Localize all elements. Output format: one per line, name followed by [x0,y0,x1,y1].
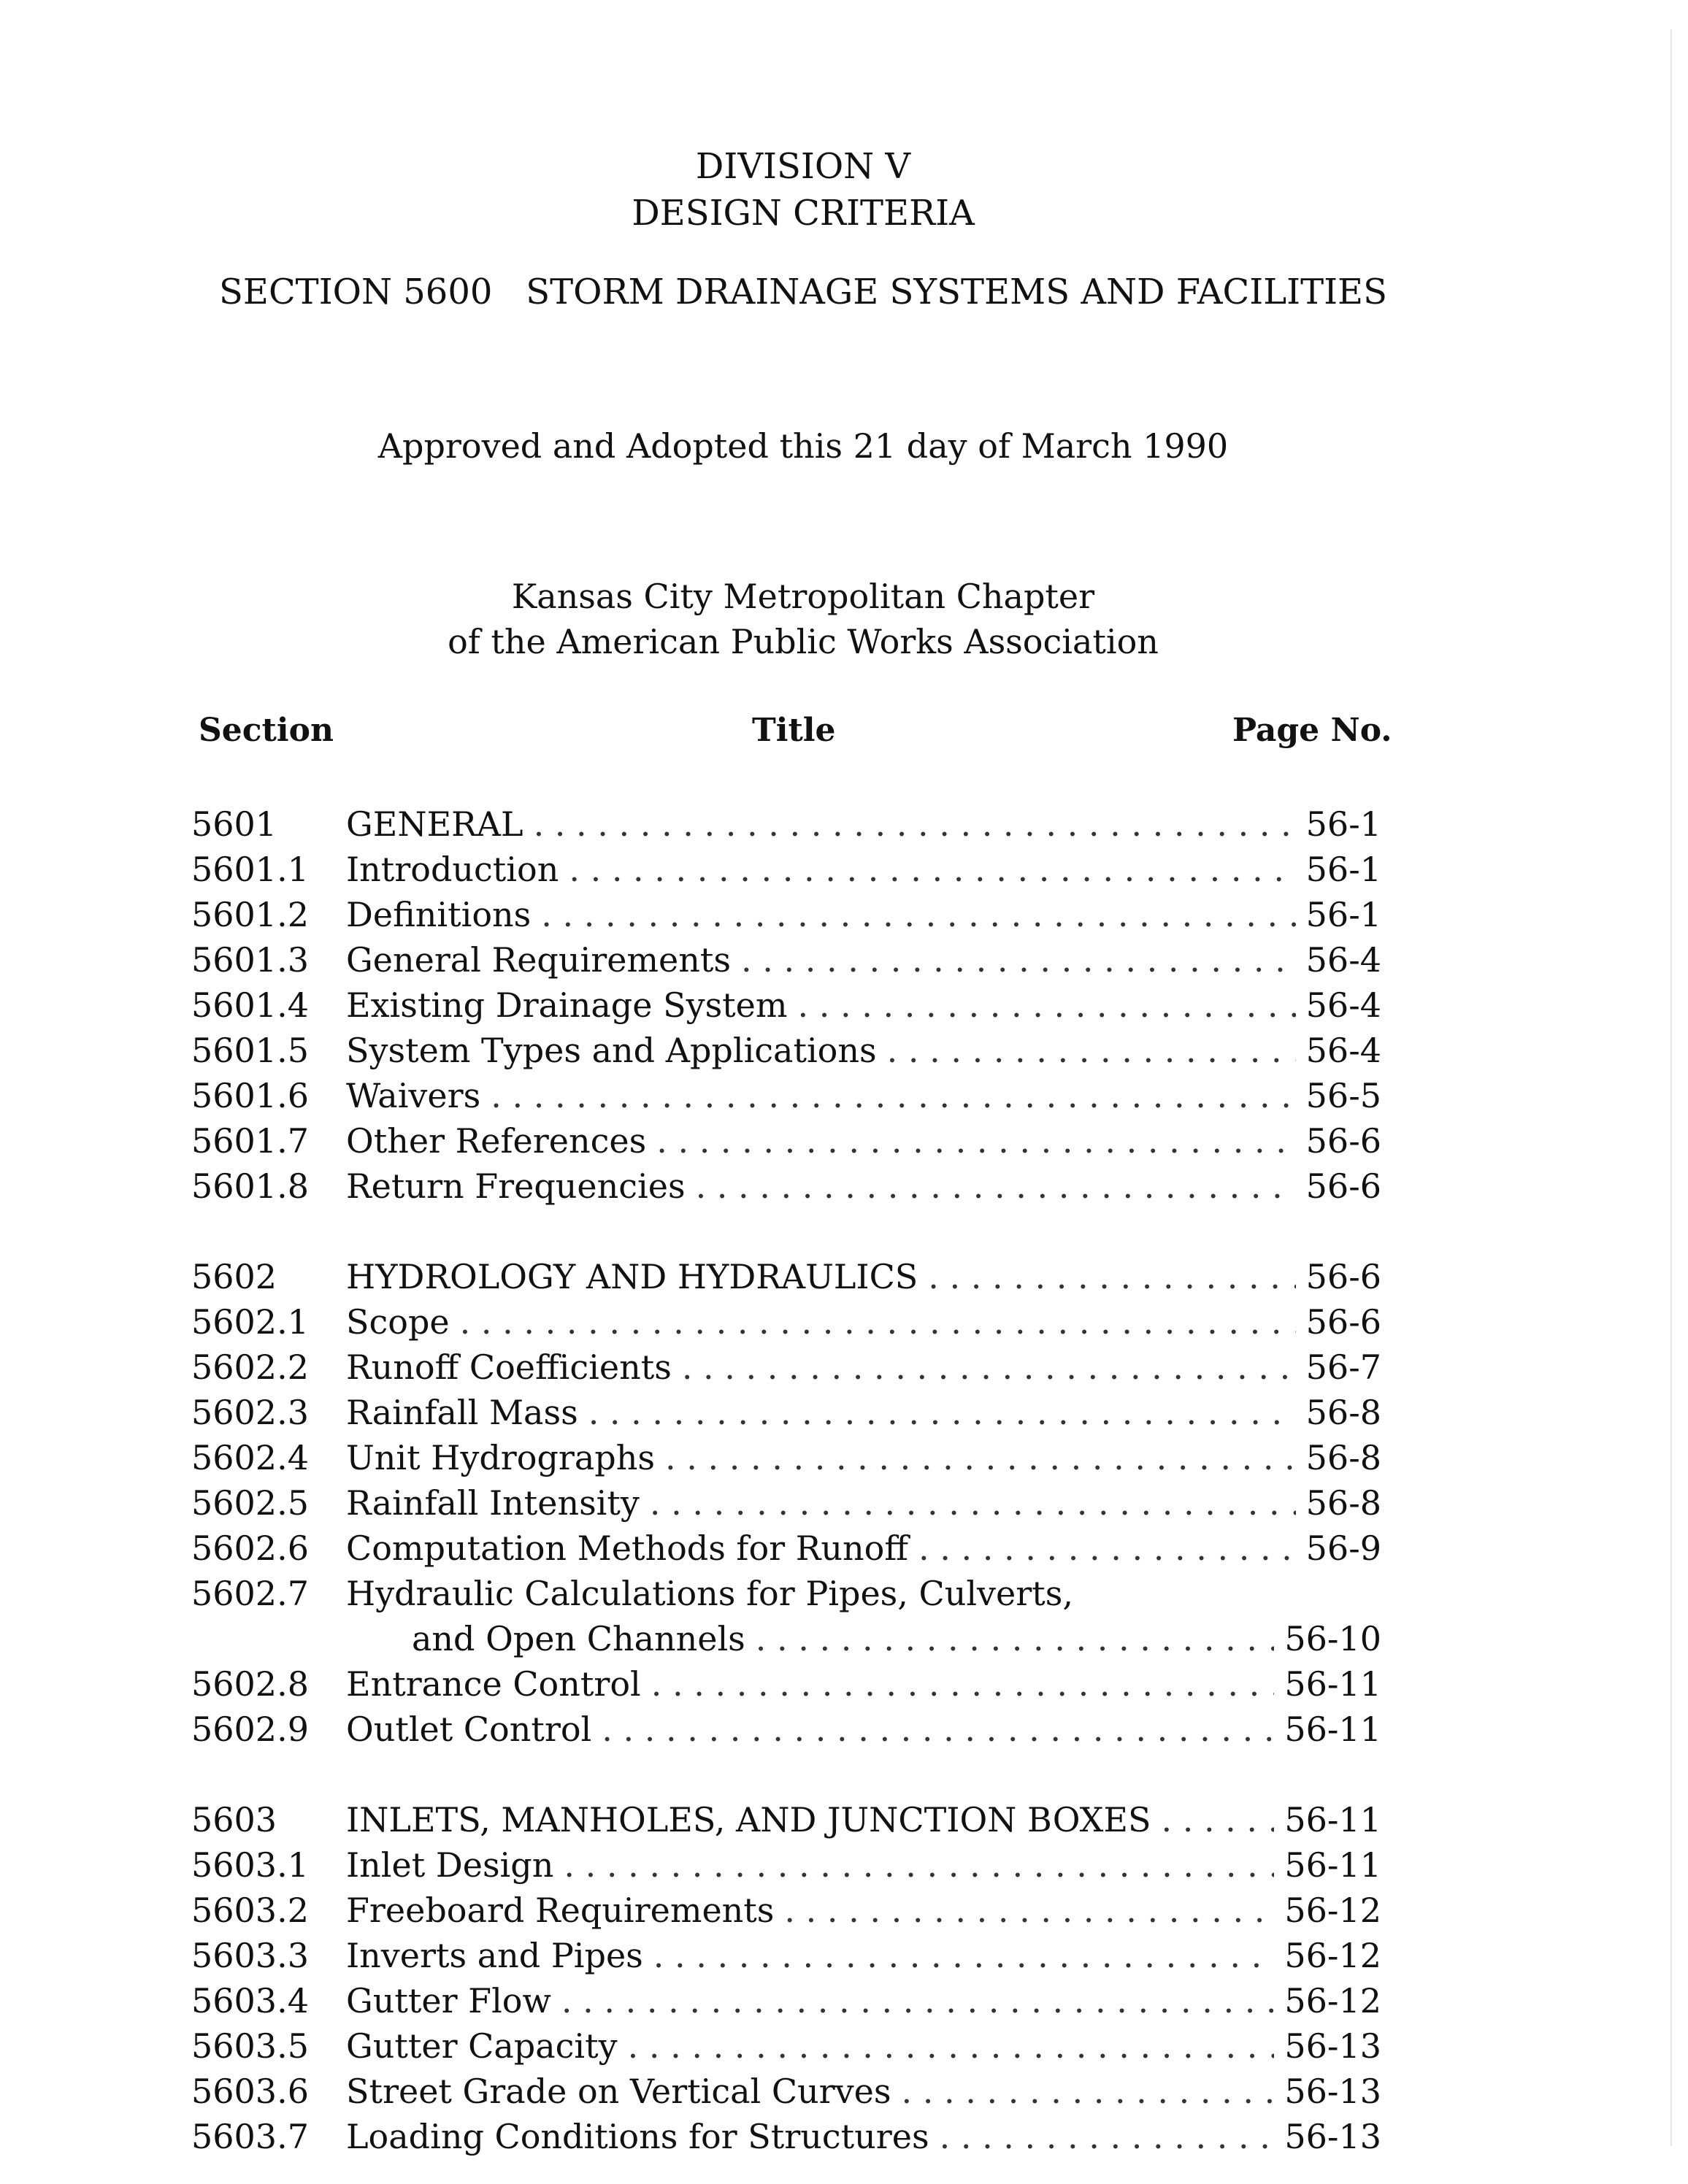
dot-leader [902,2069,1275,2114]
page-number: 56-4 [1305,940,1381,980]
page-number: 56-13 [1284,2072,1381,2111]
group-spacer [191,1752,1381,1797]
organization-line-1: Kansas City Metropolitan Chapter [511,577,1095,616]
section-title: SECTION 5600 STORM DRAINAGE SYSTEMS AND FACILITIES [219,272,1387,312]
toc-entry [191,2069,1381,2114]
entry-title: Outlet Control [346,1710,592,1749]
entry-title: Scope [346,1302,450,1342]
entry-title: General Requirements [346,940,731,980]
page-number: 56-7 [1305,1347,1381,1387]
page-number: 56-1 [1305,895,1381,934]
page-number: 56-11 [1284,1664,1381,1704]
dot-leader [656,1118,1295,1164]
section-number: 5601.8 [191,1166,309,1206]
page-number: 56-4 [1305,1031,1381,1070]
section-number: 5603 [191,1800,277,1839]
toc-entry [191,1707,1381,1752]
dot-leader [1161,1797,1274,1842]
division-title: DIVISION V [695,146,911,187]
section-number: 5602.7 [191,1574,309,1613]
page-number: 56-6 [1305,1166,1381,1206]
entry-title: Gutter Capacity [346,2026,618,2066]
section-number: 5602.4 [191,1438,309,1477]
dot-leader [887,1028,1296,1073]
page-number: 56-6 [1305,1257,1381,1296]
dot-leader [564,1842,1274,1888]
section-number: 5602.6 [191,1529,309,1568]
section-number: 5602.1 [191,1302,309,1342]
page-number: 56-8 [1305,1483,1381,1523]
toc-entry [191,1933,1381,1978]
page-number: 56-1 [1305,804,1381,844]
dot-leader [756,1616,1275,1661]
entry-title-continued: and Open Channels [412,1619,745,1658]
section-number: 5601 [191,804,277,844]
entry-title: Hydraulic Calculations for Pipes, Culverts, [346,1574,1073,1613]
section-number: 5602.9 [191,1710,309,1749]
section-number: 5602.3 [191,1393,309,1432]
entry-title: Gutter Flow [346,1981,551,2020]
entry-title: Rainfall Intensity [346,1483,640,1523]
entry-title: HYDROLOGY AND HYDRAULICS [346,1257,918,1296]
section-number: 5603.1 [191,1845,309,1885]
scan-edge [1670,29,1672,2146]
toc-entry [191,1345,1381,1390]
entry-title: Definitions [346,895,532,934]
section-number: 5603.6 [191,2072,309,2111]
section-number: 5603.3 [191,1936,309,1975]
page-number: 56-11 [1284,1800,1381,1839]
page-number: 56-9 [1305,1529,1381,1568]
dot-leader [491,1073,1295,1118]
dot-leader [665,1435,1296,1480]
section-number: 5601.4 [191,985,309,1025]
page-number: 56-1 [1305,850,1381,889]
section-number: 5603.5 [191,2026,309,2066]
dot-leader [653,1933,1275,1978]
toc-entry [191,1435,1381,1480]
page-number: 56-13 [1284,2026,1381,2066]
entry-title: Rainfall Mass [346,1393,578,1432]
entry-title: INLETS, MANHOLES, AND JUNCTION BOXES [346,1800,1151,1839]
entry-title: Computation Methods for Runoff [346,1529,909,1568]
entry-title: Runoff Coefficients [346,1347,672,1387]
entry-title: Inlet Design [346,1845,554,1885]
page-number: 56-11 [1284,1710,1381,1749]
toc-entry [191,1661,1381,1707]
entry-title: Entrance Control [346,1664,641,1704]
section-number: 5603.2 [191,1891,309,1930]
toc-entry [191,1254,1381,1299]
toc-entry [191,1978,1381,2023]
dot-leader [534,801,1296,847]
page-number: 56-12 [1284,1981,1381,2020]
entry-title: Loading Conditions for Structures [346,2117,929,2156]
column-header-page: Page No. [1232,712,1392,749]
toc-entry [191,1480,1381,1526]
section-number: 5603.4 [191,1981,309,2020]
dot-leader [784,1888,1274,1933]
entry-title: Other References [346,1121,647,1161]
page-number: 56-11 [1284,1845,1381,1885]
section-number: 5602 [191,1257,277,1296]
division-subtitle: DESIGN CRITERIA [632,193,975,234]
dot-leader [741,937,1296,983]
toc-entry [191,1164,1381,1209]
dot-leader [918,1526,1296,1571]
column-header-title: Title [752,712,836,749]
section-number: 5601.6 [191,1076,309,1115]
section-number: 5601.1 [191,850,309,889]
dot-leader [628,2023,1275,2069]
toc-entry [191,892,1381,937]
section-number: 5601.5 [191,1031,309,1070]
approval-line: Approved and Adopted this 21 day of March 1990 [377,426,1229,466]
entry-title: GENERAL [346,804,523,844]
page-number: 56-6 [1305,1121,1381,1161]
dot-leader [602,1707,1274,1752]
entry-title: Freeboard Requirements [346,1891,775,1930]
toc-entry [191,1797,1381,1842]
group-spacer [191,1209,1381,1254]
page-number: 56-12 [1284,1891,1381,1930]
entry-title: Unit Hydrographs [346,1438,655,1477]
entry-title: Introduction [346,850,559,889]
toc-entry [191,983,1381,1028]
page-number: 56-10 [1284,1619,1381,1658]
dot-leader [569,847,1295,892]
dot-leader [651,1661,1275,1707]
section-number: 5603.7 [191,2117,309,2156]
toc-entry [191,1842,1381,1888]
section-number: 5601.3 [191,940,309,980]
dot-leader [928,1254,1295,1299]
entry-title: Street Grade on Vertical Curves [346,2072,891,2111]
entry-title: Existing Drainage System [346,985,788,1025]
entry-title: Return Frequencies [346,1166,686,1206]
dot-leader [541,892,1295,937]
column-header-section: Section [199,712,334,749]
dot-leader [682,1345,1296,1390]
toc-entry [191,1390,1381,1435]
page-number: 56-8 [1305,1393,1381,1432]
page-number: 56-12 [1284,1936,1381,1975]
toc-entry [191,1526,1381,1571]
section-number: 5602.8 [191,1664,309,1704]
table-of-contents [191,801,1381,2159]
dot-leader [798,983,1296,1028]
toc-entry [191,1118,1381,1164]
page-number: 56-8 [1305,1438,1381,1477]
section-number: 5601.7 [191,1121,309,1161]
entry-title: System Types and Applications [346,1031,877,1070]
toc-entry [191,801,1381,847]
section-number: 5602.5 [191,1483,309,1523]
page-number: 56-5 [1305,1076,1381,1115]
toc-entry [191,1571,1381,1616]
section-number: 5601.2 [191,895,309,934]
toc-entry [191,1028,1381,1073]
toc-entry [191,847,1381,892]
page-number: 56-6 [1305,1302,1381,1342]
dot-leader [460,1299,1296,1345]
toc-entry [191,937,1381,983]
toc-entry [191,2023,1381,2069]
page-number: 56-4 [1305,985,1381,1025]
dot-leader [588,1390,1296,1435]
organization-line-2: of the American Public Works Association [448,622,1159,661]
dot-leader [561,1978,1275,2023]
entry-title: Inverts and Pipes [346,1936,643,1975]
toc-entry [191,1888,1381,1933]
entry-title: Waivers [346,1076,481,1115]
dot-leader [696,1164,1296,1209]
toc-entry-continued [191,1616,1381,1661]
dot-leader [940,2114,1275,2159]
toc-entry [191,2114,1381,2159]
page-number: 56-13 [1284,2117,1381,2156]
toc-entry [191,1299,1381,1345]
dot-leader [650,1480,1296,1526]
toc-entry [191,1073,1381,1118]
section-number: 5602.2 [191,1347,309,1387]
